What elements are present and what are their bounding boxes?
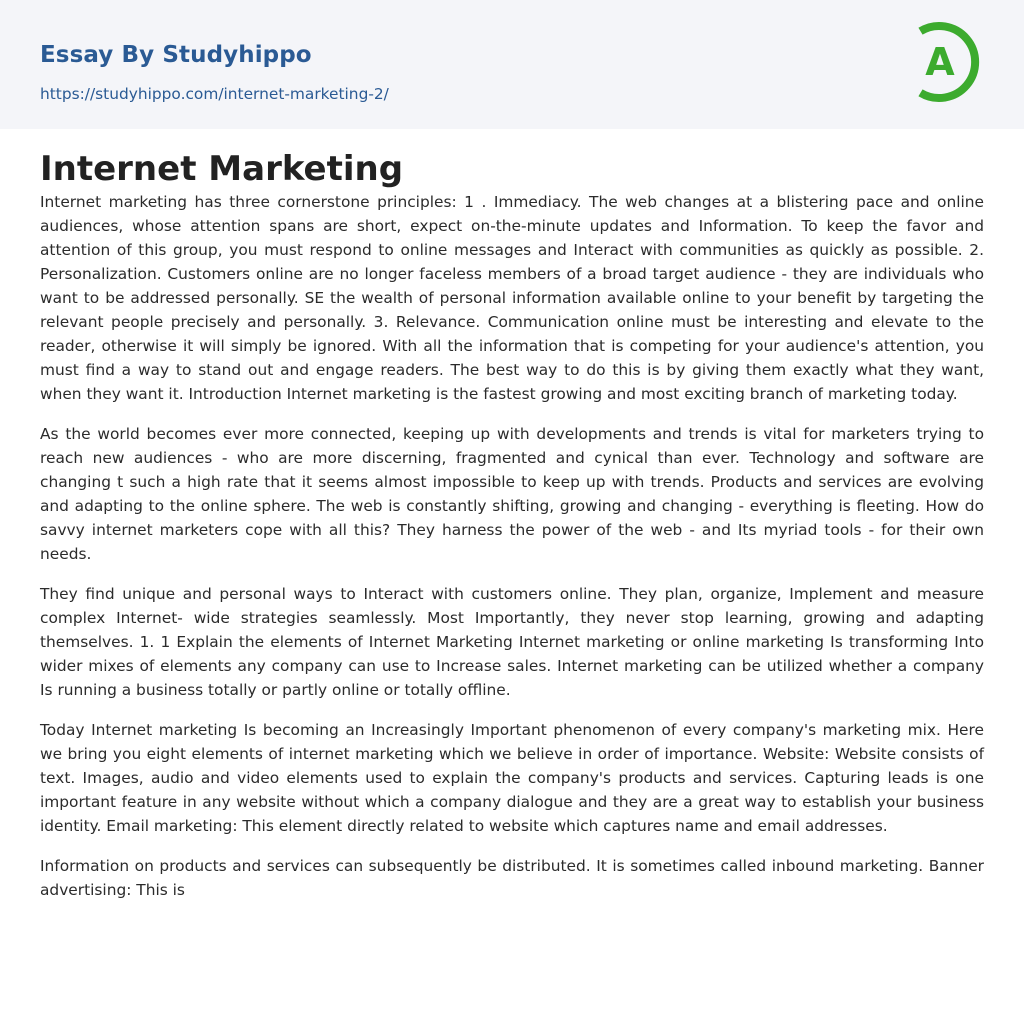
essay-paragraph-5: Information on products and services can subsequently be distributed. It is sometimes called inbound marketing. Banner advertising: This is	[40, 857, 984, 899]
essay-paragraph-1: Internet marketing has three cornerstone principles: 1 . Immediacy. The web changes at a blistering pace and online audiences, whose attention spans are short, expect on-the-minute updates and Information. To keep the favor and attention of this group, you must respond to online messages and Interact with communities as quickly as possible. 2. Personalization. Customers online are no longer faceless members of a broad target audience - they are individuals who want to be addressed personally. SE the wealth of personal information available online to your benefit by targeting the relevant people precisely and personally. 3. Relevance. Communication online must be interesting and elevate to the reader, otherwise it will simply be ignored. With all the information that is competing for your audience's attention, you must find a way to stand out and engage readers. The best way to do this is by giving them exactly what they want, when they want it. Introduction Internet marketing is the fastest growing and most exciting branch of marketing today.	[40, 193, 984, 403]
essay-paragraph-2: As the world becomes ever more connected, keeping up with developments and trends is vital for marketers trying to reach new audiences - who are more discerning, fragmented and cynical than ever. Technology and software are changing t such a high rate that it seems almost impossible to keep up with trends. Products and services are evolving and adapting to the online sphere. The web is constantly shifting, growing and changing - everything is fleeting. How do savvy internet marketers cope with all this? They harness the power of the web - and Its myriad tools - for their own needs.	[40, 425, 984, 563]
essay-paragraph-3: They find unique and personal ways to Interact with customers online. They plan, organize, Implement and measure complex Internet- wide strategies seamlessly. Most Importantly, they never stop learning, growing and adapting themselves. 1. 1 Explain the elements of Internet Marketing Internet marketing or online marketing Is transforming Into wider mixes of elements any company can use to Increase sales. Internet marketing can be utilized whether a company Is running a business totally or partly online or totally offline.	[40, 585, 984, 699]
site-title: Essay By Studyhippo	[40, 42, 312, 68]
source-url-link[interactable]: https://studyhippo.com/internet-marketing-2/	[40, 85, 389, 103]
essay-content	[0, 148, 1024, 902]
studyhippo-logo-icon[interactable]	[912, 19, 986, 105]
logo-letter: A	[925, 40, 955, 84]
essay-paragraph-4: Today Internet marketing Is becoming an Increasingly Important phenomenon of every company's marketing mix. Here we bring you eight elements of internet marketing which we believe in order of importance. Website: Website consists of text. Images, audio and video elements used to explain the company's products and services. Capturing leads is one important feature in any website without which a company dialogue and they are a great way to establish your business identity. Email marketing: This element directly related to website which captures name and email addresses.	[40, 721, 984, 835]
essay-title: Internet Marketing	[40, 149, 404, 189]
site-header	[0, 0, 1024, 129]
